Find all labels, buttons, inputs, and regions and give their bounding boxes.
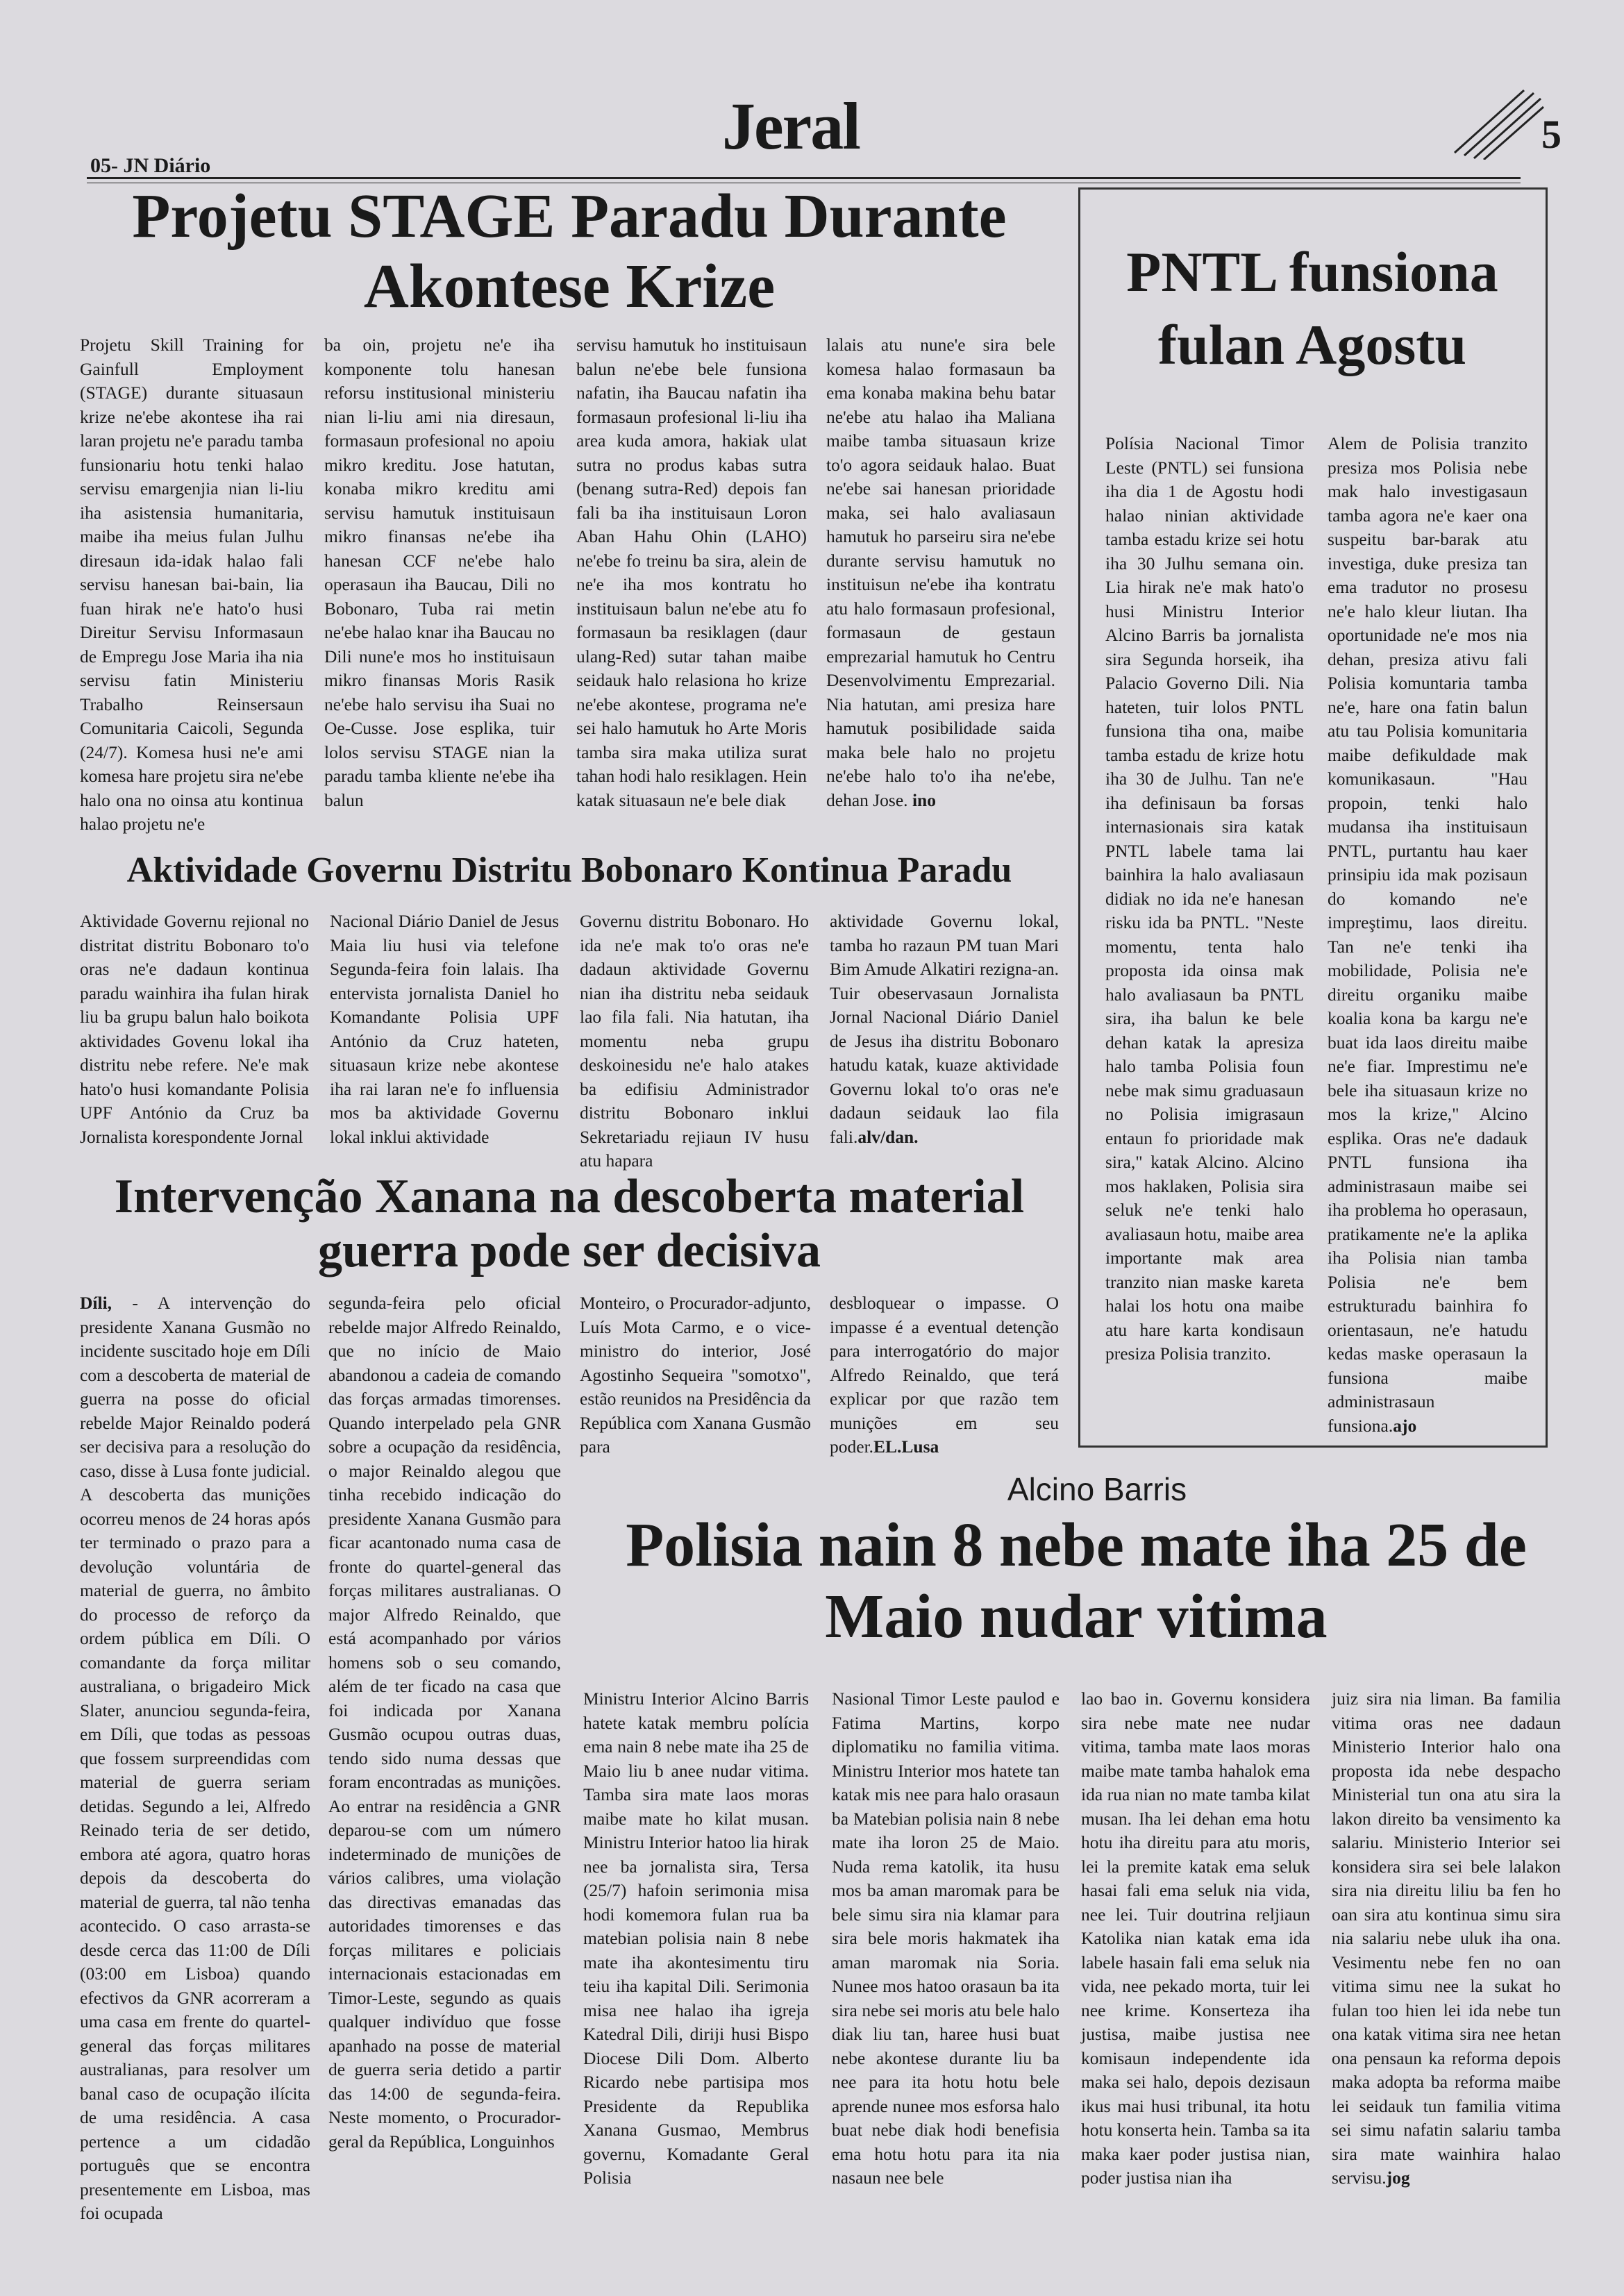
article3-dateline: Díli,: [80, 1293, 112, 1313]
sidebar-signature: ajo: [1393, 1415, 1417, 1436]
article2-col-2: Nacional Diário Daniel de Jesus Maia liu husi via telefone Segunda-feira foin lalais. Iha entervista jornalista Daniel ho Komandante Polisia UPF António da Cruz hateten, situasaun krize nebe akontese iha rai laran ne'e fo influensia mos ba aktividade Governu lokal inklui aktividade: [330, 911, 559, 1147]
article3-col-2: segunda-feira pelo oficial rebelde major Alfredo Reinaldo, que no início de Maio abandonou a cadeia de comando das forças armadas timorenses. Quando interpelado pela GNR sobre a ocupação da residência, o major Reinaldo alegou que tinha recebido indicação do presidente Xanana Gusmão para ficar acantonado numa casa de fronte do quartel-general das forças militares australianas. O major Alfredo Reinaldo, que está acompanhado por vários homens sob o seu comando, além de ter ficado na casa que foi indicada por Xanana Gusmão ocupou outras duas, tendo sido numa dessas que foram encontradas as munições. Ao entrar na residência a GNR deparou-se com um número indeterminado de munições de vários calibres, uma violação das directivas emanadas das autoridades timorenses e das forças militares e policiais internacionais estacionadas em Timor-Leste, segundo as quais qualquer indivíduo que fosse apanhado na posse de material de guerra seria detido a partir das 14:00 de segunda-feira. Neste momento, o Procurador-geral da República, Longuinhos: [328, 1293, 561, 2152]
article3-headline: Intervenção Xanana na descoberta material guerra pode ser decisiva: [114, 1170, 1025, 1278]
article2-col-3: Governu distritu Bobonaro. Ho ida ne'e mak to'o oras ne'e dadaun aktividade Governu nian iha distritu neba seidauk lao fila fali. Nia hatutan, iha momentu neba grupu deskoinesidu ne'e halo atakes ba edifisiu Administrador distritu Bobonaro inklui Sekretariadu rejiaun IV husu atu hapara: [580, 911, 809, 1171]
article4-col-3: lao bao in. Governu konsidera sira nebe mate nee nudar vitima, tamba mate laos moras maibe mate tamba hahalok ema ida rua nian no mate tamba kilat musan. Iha lei dehan ema hotu hotu iha direitu para atu moris, lei la premite katak ema seluk hasai fali ema seluk nia vida, nee lei. Tuir doutrina reljiaun Katolika nian katak ema ida labele hasain fali ema seluk nia vida, nee pekado morta, tuir lei nee krime. Konserteza iha justisa, maibe justisa nee komisaun independente ida maka sei halo, depois dezisaun ikus mai husi tribunal, ita hotu hotu konserta hein. Tamba sa ita maka kaer poder justisa nian, poder justisa nian iha: [1081, 1689, 1310, 2188]
article1-col-2: ba oin, projetu ne'e iha komponente tolu hanesan reforsu institusional ministeriu nian li-liu ami nia diresaun, formasaun profesional no apoiu mikro kreditu. Jose hatutan, konaba mikro kreditu ami servisu hamutuk instituisaun mikro finansas ne'ebe iha hanesan CCF ne'ebe halo operasaun iha Baucau, Dili no Bobonaro, Tuba rai metin ne'ebe halao knar iha Baucau no Dili nune'e mos ho instituisaun mikro finansas Moris Rasik ne'ebe halo servisu iha Suai no Oe-Cusse. Jose esplika, tuir lolos servisu STAGE nian la paradu tamba kliente ne'ebe iha balun: [324, 335, 555, 810]
article3-signature: EL.Lusa: [873, 1436, 939, 1457]
article3-col-1: Díli, - A intervenção do presidente Xanana Gusmão no incidente suscitado hoje em Díli com a descoberta de material de guerra na posse do oficial rebelde Major Reinaldo poderá ser decisiva para a resolução do caso, disse à Lusa fonte judicial. A descoberta das munições ocorreu menos de 24 horas após ter terminado o prazo para a devolução voluntária de material de guerra, no âmbito do processo de reforço da ordem pública em Díli. O comandante da força militar australiana, o brigadeiro Mick Slater, anunciou segunda-feira, em Díli, que todas as pessoas que fossem surpreendidas com material de guerra seriam detidas. Segundo a lei, Alfredo Reinado teria de ser detido, embora até agora, quatro horas depois da descoberta do material de guerra, tal não tenha acontecido. O caso arrasta-se desde cerca das 11:00 de Díli (03:00 em Lisboa) quando efectivos da GNR acorreram a uma casa em frente do quartel-general das forças militares australianas, para resolver um banal caso de ocupação ilícita de uma residência. A casa pertence a um cidadão português que se encontra presentemente em Lisboa, mas foi ocupada: [80, 1293, 310, 2223]
article3-col-4: desbloquear o impasse. O impasse é a eventual detenção para interrogatório do major Alfredo Reinaldo, que terá explicar por que razão tem munições em seu poder.EL.Lusa: [830, 1293, 1059, 1457]
article1-headline: Projetu STAGE Paradu Durante Akontese Krize: [132, 182, 1007, 321]
article2-col-1: Aktividade Governu rejional no distritat distritu Bobonaro to'o oras ne'e dadaun kontinua paradu wainhira iha fulan hirak liu ba grupu balun halo boikota aktividades Govenu lokal iha distritu nebe refere. Ne'e mak hato'o husi komandante Polisia UPF António da Cruz ba Jornalista korespondente Jornal: [80, 911, 309, 1147]
masthead-rule: [87, 177, 1521, 179]
article4-col-1: Ministru Interior Alcino Barris hatete katak membru polícia ema nain 8 nebe mate iha 25 de Maio liu b anee nudar vitima. Tamba sira mate laos moras maibe mate ho kilat musan. Ministru Interior hatoo lia hirak nee ba jornalista sira, Tersa (25/7) hafoin serimonia misa hodi komemora fulan rua ba matebian polisia nain 8 nebe mate iha akontesimentu tiru teiu iha kapital Dili. Serimonia misa nee halao iha igreja Katedral Dili, diriji husi Bispo Diocese Dili Dom. Alberto Ricardo nebe partisipa mos Presidente da Republika Xanana Gusmao, Membrus governu, Komadante Geral Polisia: [583, 1689, 809, 2188]
article1-col-3: servisu hamutuk ho instituisaun balun ne'ebe bele funsiona nafatin, iha Baucau nafatin iha formasaun profesional li-liu iha area kuda amora, hakiak ulat sutra no produs kabas sutra (benang sutra-Red) depois fan fali ba iha instituisaun Loron Aban Hahu Ohin (LAHO) ne'ebe fo treinu ba sira, alein de ne'e iha mos kontratu ho instituisaun balun ne'ebe atu fo formasaun ba resiklagen (daur ulang-Red) sutar tahan maibe seidauk halo relasiona ho krize ne'ebe akontese, programa ne'e sei halo hamutuk ho Arte Moris tamba sira maka utiliza surat tahan hodi halo resiklagen. Hein katak situasaun ne'e bele diak: [576, 335, 807, 810]
article4-signature: jog: [1386, 2168, 1410, 2188]
article2-headline: Aktividade Governu Distritu Bobonaro Kontinua Paradu: [126, 850, 1012, 890]
article1-col-1: Projetu Skill Training for Gainfull Employment (STAGE) durante situasaun krize ne'ebe akontese iha rai laran projetu ne'e paradu tamba funsionariu hotu tenki halao servisu emargenjia nian li-liu iha asistensia humanitaria, maibe iha meius fulan Julhu diresaun ida-idak halao fali servisu hanesan bai-bain, lia fuan hirak ne'e hato'o husi Direitur Servisu Informasaun de Empregu Jose Maria iha nia servisu fatin Ministeriu Trabalho Reinsersaun Comunitaria Caicoli, Segunda (24/7). Komesa husi ne'e ami komesa hare projetu sira ne'ebe halo ona no oinsa atu kontinua halao projetu ne'e: [80, 335, 303, 834]
article1-signature: ino: [912, 789, 936, 810]
sidebar-headline: PNTL funsiona fulan Agostu: [1126, 240, 1498, 376]
article4-headline: Polisia nain 8 nebe mate iha 25 de Maio nudar vitima: [626, 1511, 1527, 1651]
sidebar-col-1: Polísia Nacional Timor Leste (PNTL) sei funsiona iha dia 1 de Agostu hodi halao ninian aktividade tamba estadu krize sei hotu iha 30 Julhu semana oin. Lia hirak ne'e mak hato'o husi Ministru Interior Alcino Barris ba jornalista sira Segunda horseik, iha Palacio Governo Dili. Nia hateten, tuir lolos PNTL funsiona tiha ona, maibe tamba estadu de krize hotu iha 30 de Julhu. Tan ne'e iha definisaun ba forsas internasionais sira katak PNTL labele tama lai bainhira la halo avaliasaun didiak no ida ne'e hanesan risku ida ba PNTL. "Neste momentu, tenta halo proposta ida oinsa mak halo avaliasaun ba PNTL sira, iha balun ke bele dehan katak la apresiza halo tamba Polisia foun nebe mak simu graduasaun no Polisia imigrasaun entaun fo prioridade mak sira," katak Alcino. Alcino mos haklaken, Polisia sira seluk ne'e tenki halo avaliasaun hotu, maibe area importante mak area tranzito nian maske kareta halai los hotu ona maibe atu hare karta kondisaun presiza Polisia tranzito.: [1105, 433, 1304, 1364]
article2-col-4: aktividade Governu lokal, tamba ho razaun PM tuan Mari Bim Amude Alkatiri rezigna-an. Tuir obeservasaun Jornalista Jornal Nacional Diário Daniel de Jesus iha distritu Bobonaro hatudu katak, kuaze aktividade Governu lokal to'o oras ne'e dadaun seidauk lao fila fali.alv/dan.: [830, 911, 1059, 1147]
article4-kicker: Alcino Barris: [1007, 1471, 1187, 1507]
article3-col-3: Monteiro, o Procurador-adjunto, Luís Mota Carmo, e o vice-ministro do interior, José Agostinho Sequeira "somotxo", estão reunidos na Presidência da República com Xanana Gusmão para: [580, 1293, 811, 1457]
article4-col-2: Nasional Timor Leste paulod e Fatima Martins, korpo diplomatiku no familia vitima. Ministru Interior mos hatete tan katak mis nee para halo orasaun ba Matebian polisia nain 8 nebe mate iha loron 25 de Maio. Nuda rema katolik, ita husu mos ba aman maromak para be bele simu sira nia klamar para sira bele moris hakmatek iha aman maromak nia Soria. Nunee mos hatoo orasaun ba ita sira nebe sei moris atu bele halo diak liu tan, haree husi buat nebe akontese durante liu ba nee para ita hotu hotu bele aprende nunee mos esforsa halo buat nebe diak hodi benefisia ema hotu hotu para ita nia nasaun nee bele: [832, 1689, 1060, 2188]
article4-col-4: juiz sira nia liman. Ba familia vitima oras nee dadaun Ministerio Interior halo ona proposta ida nebe despacho Ministerial tun ona atu sira la lakon direito ba vensimento ka salariu. Ministerio Interior sei konsidera sira sei bele lalakon sira nia direitu liliu ba fen ho oan sira atu kontinua simu sira nia salariu nebe uluk iha ona. Vesimentu nebe fen no oan vitima simu nee la sukat ho fulan too hien lei ida nebe tun ona katak vitima sira nee hetan ona pensaun ka reforma depois maka adopta ba reforma maibe lei seidauk tun familia vitima sei simu nafatin salariu tamba sira mate wainhira halao servisu.jog: [1332, 1689, 1561, 2188]
sidebar-col-2: Alem de Polisia tranzito presiza mos Polisia nebe mak halo investigasaun tamba agora ne'e kaer ona suspeitu bar-barak atu investiga, duke presiza tan ema tradutor no prosesu ne'e halo kleur liutan. Iha oportunidade ne'e mos nia dehan, presiza ativu fali Polisia komuntaria tamba ne'e, hare ona fatin balun atu tau Polisia komunitaria maibe defikuldade mak komunikasaun. "Hau propoin, tenki halo mudansa iha instituisaun PNTL, purtantu hau kaer prinsipiu ida mak pozisaun do komando ne'e impreştimu, laos direitu. Tan ne'e tenki iha mobilidade, Polisia ne'e direitu organiku maibe koalia kona ba kargu ne'e buat ida laos direitu maibe ne'e fiar. Imprestimu ne'e bele iha situasaun krize no mos la krize," Alcino esplika. Oras ne'e dadauk PNTL funsiona iha administrasaun maibe sei iha problema ho operasaun, pratikamente ne'e la aplika iha Polisia nian tamba Polisia ne'e bem estrukturadu bainhira fo orientasaun, ne'e hatudu kedas maske operasaun la funsiona maibe administrasaun funsiona.ajo: [1328, 433, 1527, 1436]
section-title: Jeral: [722, 89, 860, 163]
page-number: 5: [1541, 112, 1562, 157]
hatch-ornament-icon: [1448, 83, 1545, 160]
article1-col-4: lalais atu nune'e sira bele komesa halao formasaun ba ema konaba makina behu batar ne'ebe atu halao iha Maliana maibe tamba situasaun krize to'o agora seidauk halao. Buat ne'ebe sai hanesan prioridade maka, sei halo avaliasaun hamutuk ho parseiru sira ne'ebe durante servisu hamutuk no instituisun ne'ebe iha kontratu atu halo formasaun profesional, formasaun de gestaun emprezarial hamutuk ho Centru Desenvolvimentu Emprezarial. Nia hatutan, ami presiza hare hamutuk posibilidade saida maka bele halo no projetu ne'ebe halo to'o iha ne'ebe, dehan Jose. ino: [826, 335, 1055, 810]
article2-signature: alv/dan.: [857, 1126, 919, 1147]
paper-name: 05- JN Diário: [90, 154, 211, 177]
